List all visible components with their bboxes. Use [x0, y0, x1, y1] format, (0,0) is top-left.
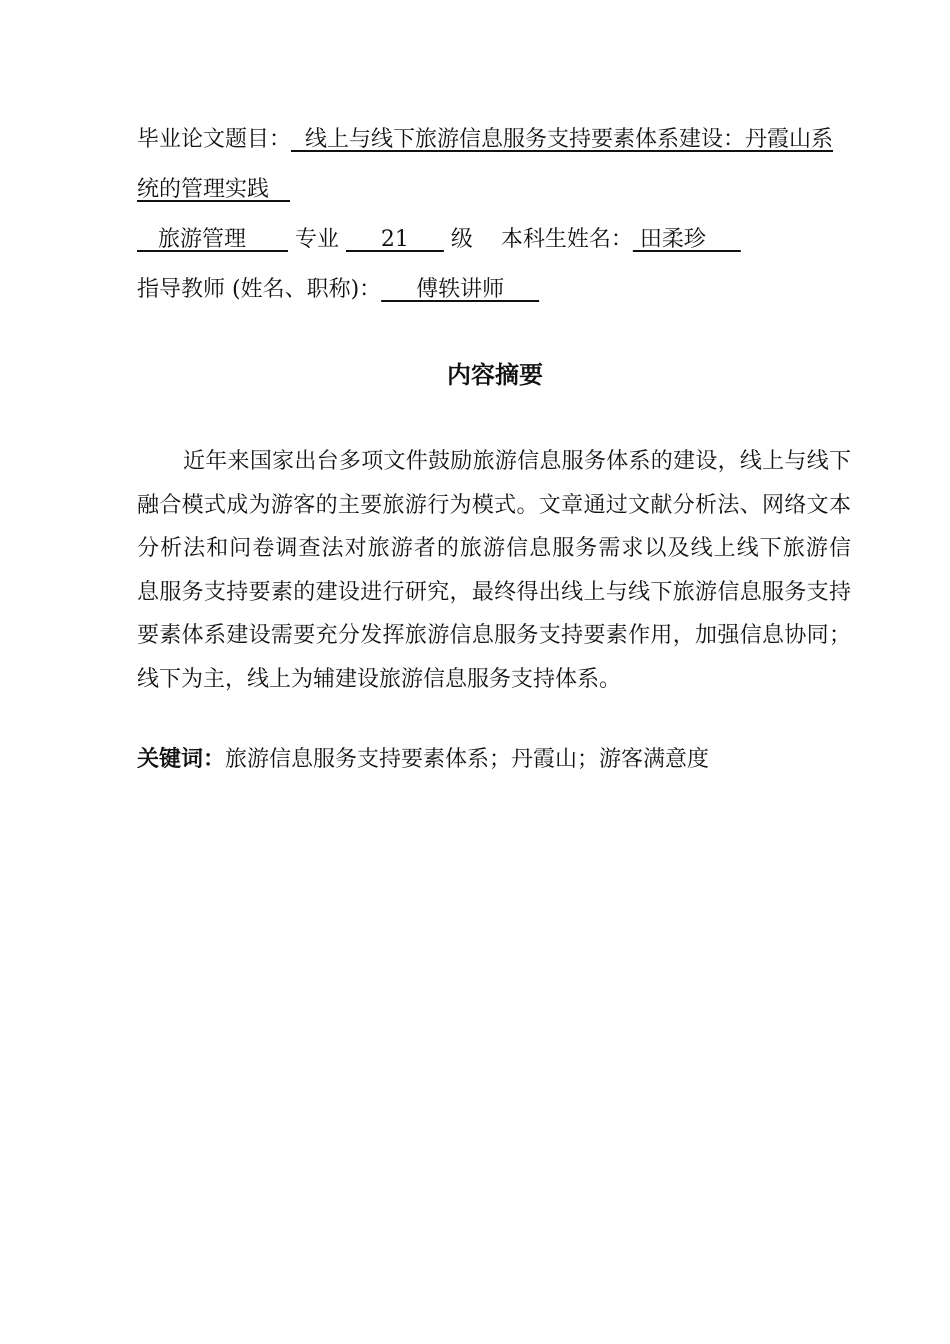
abstract-line: 融合模式成为游客的主要旅游行为模式。文章通过文献分析法、网络文本 — [137, 492, 851, 518]
thesis-title-value: 线上与线下旅游信息服务支持要素体系建设：丹霞山系 — [291, 127, 834, 152]
keywords-label: 关键词： — [137, 747, 226, 772]
thesis-title-row — [137, 126, 833, 154]
keywords-text: 旅游信息服务支持要素体系；丹霞山；游客满意度 — [225, 747, 710, 772]
advisor-label: 指导教师 (姓名、职称)： — [137, 277, 382, 302]
student-name-value: 田柔珍 — [632, 227, 741, 252]
keywords-row — [137, 746, 709, 774]
grade-value: 21 — [345, 227, 444, 252]
thesis-title-label: 毕业论文题目： — [137, 127, 292, 152]
abstract-line: 线下为主，线上为辅建设旅游信息服务支持体系。 — [137, 666, 622, 692]
abstract-line: 近年来国家出台多项文件鼓励旅游信息服务体系的建设，线上与线下 — [183, 449, 851, 474]
student-info-row — [137, 226, 741, 254]
grade-label: 级 本科生姓名： — [443, 227, 633, 252]
advisor-value: 傅轶讲师 — [381, 277, 540, 302]
abstract-line: 分析法和问卷调查法对旅游者的旅游信息服务需求以及线上线下旅游信 — [137, 536, 851, 561]
abstract-heading: 内容摘要 — [447, 361, 543, 389]
abstract-line: 息服务支持要素的建设进行研究，最终得出线上与线下旅游信息服务支持 — [137, 579, 851, 605]
major-label: 专业 — [287, 227, 346, 252]
major-value: 旅游管理 — [137, 227, 288, 252]
abstract-line: 要素体系建设需要充分发挥旅游信息服务支持要素作用，加强信息协同； — [137, 623, 851, 648]
thesis-title-value-cont: 统的管理实践 — [137, 177, 290, 202]
abstract-body — [137, 448, 851, 709]
thesis-title-row-2 — [137, 176, 290, 204]
advisor-row — [137, 276, 539, 304]
